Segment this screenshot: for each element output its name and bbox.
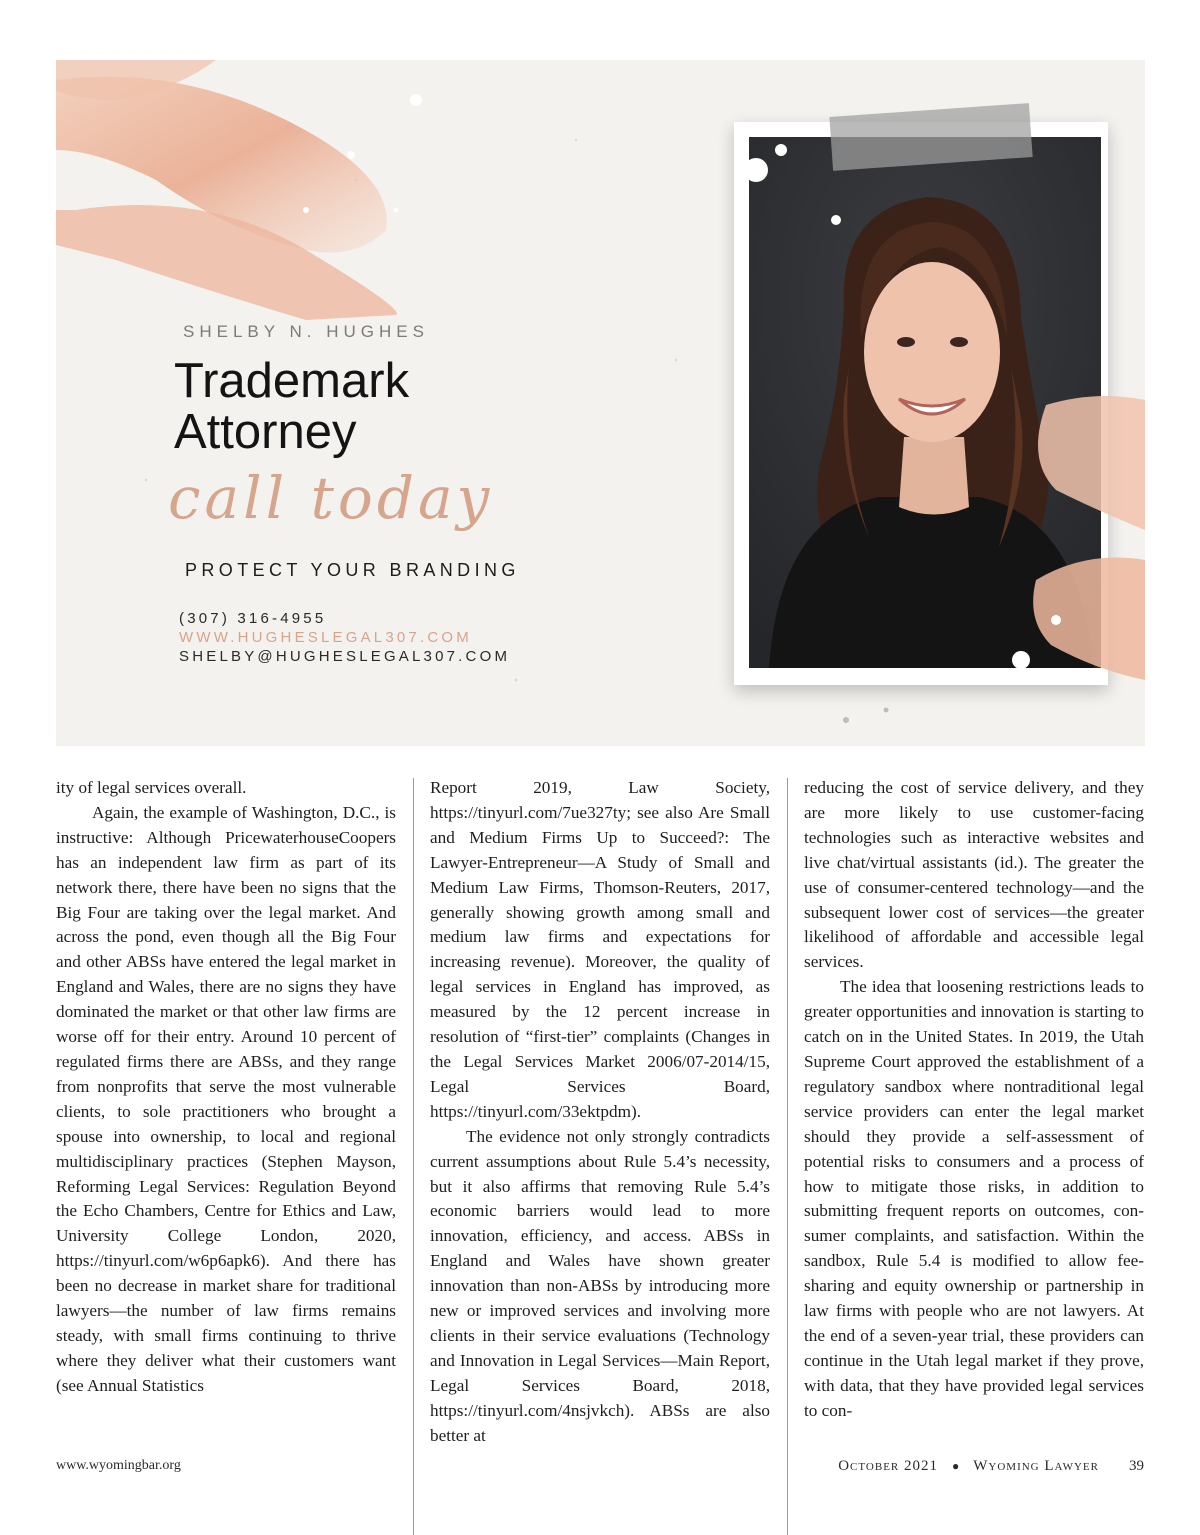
attorney-portrait [749, 137, 1101, 668]
column-3-paragraph-1: reducing the cost of service delivery, and they are more likely to use customer-facing technologies such as interactive websites and live chat/virtual assistants (id.). The greater the use of consumer-centered technology—and the subsequent lower cost of services—the greater likelihood of affordable and accessible legal services. [804, 778, 1144, 972]
column-1-paragraph-2: Again, the example of Washington, D.C., is instructive: Although PricewaterhouseCoopers has an independent law firm as part of its network there, there have been no signs that the Big Four are taking over the legal market. And across the pond, even though all the Big Four and other ABSs have entered the legal market in England and Wales, there are no signs they have dominated the market or that other law firms are worse off for their entry. Around 10 percent of regulated firms there are ABSs, and they range from nonprofits that serve the most vulnerable clients, to sole practitioners who brought a spouse into ownership, to local and regional multidisciplinary practices (Stephen Mayson, Reforming Legal Services: Regulation Beyond the Echo Chambers, Centre for Ethics and Law, University College London, 2020, https://tinyurl.com/w6p6apk6). And there has been no decrease in market share for traditional lawyers—the number of law firms remains steady, with small firms continuing to thrive where they deliver what their customers want (see Annual Statistics [56, 802, 396, 1395]
footer-website[interactable]: www.wyomingbar.org [56, 1458, 181, 1473]
photo-frame [734, 122, 1108, 685]
magazine-name: Wyoming Lawyer [973, 1458, 1099, 1474]
bullet-separator: ● [952, 1459, 960, 1473]
portrait-illustration [749, 137, 1101, 668]
ad-tagline: PROTECT YOUR BRANDING [185, 560, 520, 580]
ad-headline-line-2: Attorney [174, 405, 357, 459]
column-1-paragraph-1: ity of legal services overall. [56, 778, 247, 797]
issue-date: October 2021 [838, 1458, 938, 1474]
attorney-name: SHELBY N. HUGHES [183, 322, 429, 341]
column-2-paragraph-1: Report 2019, Law Society, https://tinyurl.com/7ue327ty; see also Are Small and Medium Firms Up to Succeed?: The Lawyer-Entrepreneur—A Study of Small and Medium Law Firms, Thomson-Reuters, 2017, generally showing growth among small and medium law firms and expectations for increasing revenue). Moreover, the quality of legal services in England has improved, as measured by the 12 percent increase in resolution of “first-tier” complaints (Changes in the Legal Services Market 2006/07-2014/15, Legal Services Board, https://tinyurl.com/33ektpdm). [430, 778, 770, 1121]
script-call-today: call today [168, 464, 494, 532]
footer-issue-info [838, 1458, 1144, 1475]
ad-headline [174, 356, 574, 458]
attorney-advertisement [56, 60, 1145, 746]
watercolor-brush-stroke [56, 60, 476, 320]
article-column-1 [56, 776, 396, 1399]
column-3-paragraph-2: The idea that loosening restrictions leads to greater opportunities and innovation is starting to catch on in the United States. In 2019, the Utah Supreme Court approved the establishment of a regulatory sandbox where nontraditional legal service providers can enter the legal market should they provide a self-assessment of potential risks to consumers and a process of how to mitigate those risks, in addition to submitting frequent reports on outcomes, consumer complaints, and satisfaction. Within the sandbox, Rule 5.4 is modified to allow fee-sharing and equity ownership or partnership in law firms with people who are not lawyers. At the end of a seven-year trial, these providers can continue in the Utah legal market if they prove, with data, that they have provided legal services to con- [804, 977, 1144, 1420]
column-divider [413, 778, 414, 1535]
ad-headline-line-1: Trademark [174, 354, 410, 408]
column-divider [787, 778, 788, 1535]
email-link[interactable]: SHELBY@HUGHESLEGAL307.COM [179, 648, 511, 665]
column-2-paragraph-2: The evidence not only strongly contradicts current assumptions about Rule 5.4’s necessity, but it also affirms that removing Rule 5.4’s economic barriers would lead to more innovation, efficiency, and access. ABSs in England and Wales have shown greater innovation than non-ABSs by introducing more new or improved services and involving more clients in their service evaluations (Technology and Innovation in Legal Services—Main Report, Legal Services Board, 2018, https://tinyurl.com/4nsjvkch). ABSs are also better at [430, 1126, 770, 1445]
article-column-2 [430, 776, 770, 1448]
page-number: 39 [1129, 1458, 1144, 1474]
article-column-3 [804, 776, 1144, 1424]
phone-number[interactable]: (307) 316-4955 [179, 610, 327, 627]
website-link[interactable]: WWW.HUGHESLEGAL307.COM [179, 629, 472, 646]
